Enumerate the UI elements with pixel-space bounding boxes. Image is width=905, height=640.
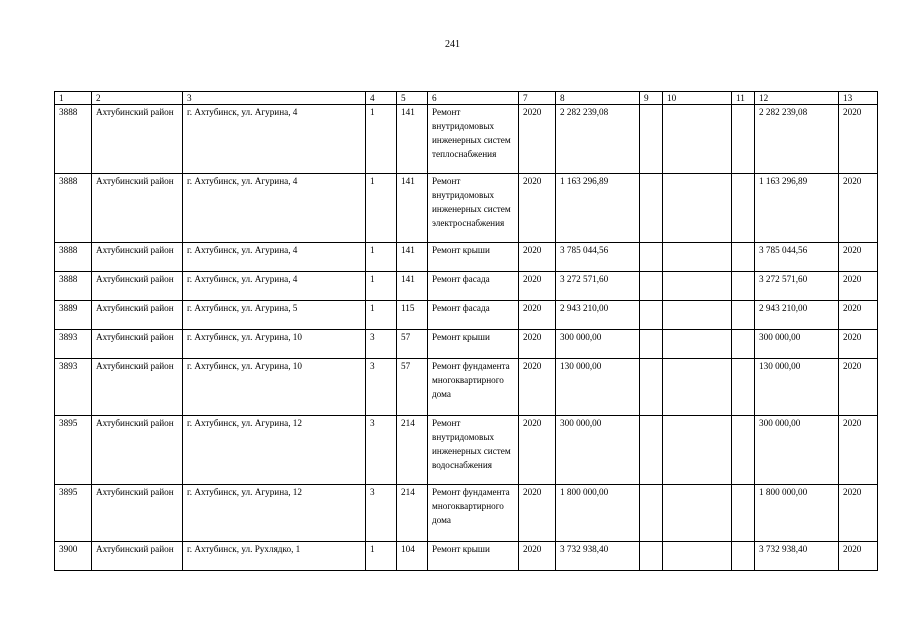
- col11-cell: [732, 105, 755, 174]
- col5-cell: 57: [397, 330, 428, 359]
- col5-cell: 214: [397, 416, 428, 485]
- total-cost-cell: 1 800 000,00: [755, 485, 839, 542]
- total-cost-cell: 2 943 210,00: [755, 301, 839, 330]
- completion-year-cell: 2020: [839, 174, 878, 243]
- col4-cell: 3: [366, 359, 397, 416]
- completion-year-cell: 2020: [839, 416, 878, 485]
- col11-cell: [732, 330, 755, 359]
- cost-cell: 300 000,00: [556, 416, 640, 485]
- col5-cell: 141: [397, 243, 428, 272]
- total-cost-cell: 1 163 296,89: [755, 174, 839, 243]
- completion-year-cell: 2020: [839, 105, 878, 174]
- year-cell: 2020: [519, 301, 556, 330]
- col5-cell: 141: [397, 105, 428, 174]
- col9-cell: [640, 330, 663, 359]
- col9-cell: [640, 416, 663, 485]
- cost-cell: 3 732 938,40: [556, 542, 640, 571]
- total-cost-cell: 3 785 044,56: [755, 243, 839, 272]
- year-cell: 2020: [519, 105, 556, 174]
- completion-year-cell: 2020: [839, 542, 878, 571]
- col5-cell: 214: [397, 485, 428, 542]
- col10-cell: [663, 359, 732, 416]
- table-row: [55, 105, 878, 174]
- col10-cell: [663, 542, 732, 571]
- table-row: [55, 243, 878, 272]
- completion-year-cell: 2020: [839, 272, 878, 301]
- col-header: 13: [839, 92, 878, 105]
- cost-cell: 130 000,00: [556, 359, 640, 416]
- col9-cell: [640, 272, 663, 301]
- row-number-cell: 3888: [55, 243, 92, 272]
- row-number-cell: 3895: [55, 485, 92, 542]
- col4-cell: 1: [366, 243, 397, 272]
- col11-cell: [732, 542, 755, 571]
- work-type-cell: Ремонт крыши: [428, 330, 519, 359]
- col11-cell: [732, 416, 755, 485]
- row-number-cell: 3895: [55, 416, 92, 485]
- col11-cell: [732, 272, 755, 301]
- col-header: 10: [663, 92, 732, 105]
- district-cell: Ахтубинский район: [92, 330, 183, 359]
- col4-cell: 1: [366, 272, 397, 301]
- total-cost-cell: 300 000,00: [755, 416, 839, 485]
- col9-cell: [640, 485, 663, 542]
- address-cell: г. Ахтубинск, ул. Агурина, 10: [183, 330, 366, 359]
- work-type-cell: Ремонт фасада: [428, 272, 519, 301]
- col10-cell: [663, 330, 732, 359]
- col11-cell: [732, 301, 755, 330]
- total-cost-cell: 3 272 571,60: [755, 272, 839, 301]
- cost-cell: 2 282 239,08: [556, 105, 640, 174]
- cost-cell: 3 272 571,60: [556, 272, 640, 301]
- completion-year-cell: 2020: [839, 301, 878, 330]
- table-row: [55, 301, 878, 330]
- completion-year-cell: 2020: [839, 330, 878, 359]
- col4-cell: 3: [366, 485, 397, 542]
- table-row: [55, 416, 878, 485]
- district-cell: Ахтубинский район: [92, 272, 183, 301]
- cost-cell: 1 163 296,89: [556, 174, 640, 243]
- col11-cell: [732, 485, 755, 542]
- total-cost-cell: 3 732 938,40: [755, 542, 839, 571]
- year-cell: 2020: [519, 542, 556, 571]
- work-type-cell: Ремонт внутридомовых инженерных систем водоснабжения: [428, 416, 519, 485]
- cost-cell: 300 000,00: [556, 330, 640, 359]
- col-header: 11: [732, 92, 755, 105]
- district-cell: Ахтубинский район: [92, 485, 183, 542]
- col10-cell: [663, 416, 732, 485]
- cost-cell: 1 800 000,00: [556, 485, 640, 542]
- year-cell: 2020: [519, 485, 556, 542]
- table-row: [55, 330, 878, 359]
- col5-cell: 141: [397, 272, 428, 301]
- col11-cell: [732, 174, 755, 243]
- work-type-cell: Ремонт внутридомовых инженерных систем электроснабжения: [428, 174, 519, 243]
- year-cell: 2020: [519, 272, 556, 301]
- col4-cell: 1: [366, 174, 397, 243]
- table-row: [55, 485, 878, 542]
- col11-cell: [732, 243, 755, 272]
- address-cell: г. Ахтубинск, ул. Агурина, 4: [183, 174, 366, 243]
- work-type-cell: Ремонт фасада: [428, 301, 519, 330]
- col10-cell: [663, 243, 732, 272]
- col9-cell: [640, 359, 663, 416]
- col9-cell: [640, 243, 663, 272]
- col4-cell: 1: [366, 542, 397, 571]
- col-header: 8: [556, 92, 640, 105]
- year-cell: 2020: [519, 359, 556, 416]
- district-cell: Ахтубинский район: [92, 174, 183, 243]
- capital-repair-table: [54, 91, 878, 571]
- cost-cell: 3 785 044,56: [556, 243, 640, 272]
- table-row: [55, 359, 878, 416]
- district-cell: Ахтубинский район: [92, 359, 183, 416]
- total-cost-cell: 2 282 239,08: [755, 105, 839, 174]
- cost-cell: 2 943 210,00: [556, 301, 640, 330]
- col-header: 12: [755, 92, 839, 105]
- col9-cell: [640, 105, 663, 174]
- col4-cell: 1: [366, 301, 397, 330]
- col10-cell: [663, 485, 732, 542]
- col-header: 3: [183, 92, 366, 105]
- col4-cell: 3: [366, 416, 397, 485]
- completion-year-cell: 2020: [839, 243, 878, 272]
- col-header: 1: [55, 92, 92, 105]
- col4-cell: 3: [366, 330, 397, 359]
- year-cell: 2020: [519, 174, 556, 243]
- district-cell: Ахтубинский район: [92, 105, 183, 174]
- col-header: 4: [366, 92, 397, 105]
- work-type-cell: Ремонт внутридомовых инженерных систем теплоснабжения: [428, 105, 519, 174]
- col10-cell: [663, 105, 732, 174]
- year-cell: 2020: [519, 416, 556, 485]
- page-number: 241: [445, 39, 460, 50]
- col10-cell: [663, 174, 732, 243]
- address-cell: г. Ахтубинск, ул. Агурина, 12: [183, 416, 366, 485]
- work-type-cell: Ремонт крыши: [428, 542, 519, 571]
- col9-cell: [640, 174, 663, 243]
- completion-year-cell: 2020: [839, 359, 878, 416]
- table-row: [55, 272, 878, 301]
- col-header: 7: [519, 92, 556, 105]
- year-cell: 2020: [519, 330, 556, 359]
- col-header: 9: [640, 92, 663, 105]
- work-type-cell: Ремонт фундамента многоквартирного дома: [428, 485, 519, 542]
- row-number-cell: 3900: [55, 542, 92, 571]
- work-type-cell: Ремонт крыши: [428, 243, 519, 272]
- address-cell: г. Ахтубинск, ул. Агурина, 10: [183, 359, 366, 416]
- col10-cell: [663, 272, 732, 301]
- year-cell: 2020: [519, 243, 556, 272]
- row-number-cell: 3889: [55, 301, 92, 330]
- col5-cell: 57: [397, 359, 428, 416]
- header-row: [55, 92, 878, 105]
- district-cell: Ахтубинский район: [92, 243, 183, 272]
- col-header: 2: [92, 92, 183, 105]
- row-number-cell: 3893: [55, 359, 92, 416]
- address-cell: г. Ахтубинск, ул. Агурина, 4: [183, 243, 366, 272]
- col10-cell: [663, 301, 732, 330]
- total-cost-cell: 300 000,00: [755, 330, 839, 359]
- col11-cell: [732, 359, 755, 416]
- address-cell: г. Ахтубинск, ул. Агурина, 4: [183, 272, 366, 301]
- district-cell: Ахтубинский район: [92, 301, 183, 330]
- col-header: 5: [397, 92, 428, 105]
- row-number-cell: 3888: [55, 174, 92, 243]
- table-row: [55, 542, 878, 571]
- address-cell: г. Ахтубинск, ул. Агурина, 4: [183, 105, 366, 174]
- col4-cell: 1: [366, 105, 397, 174]
- col5-cell: 115: [397, 301, 428, 330]
- col5-cell: 141: [397, 174, 428, 243]
- total-cost-cell: 130 000,00: [755, 359, 839, 416]
- col-header: 6: [428, 92, 519, 105]
- address-cell: г. Ахтубинск, ул. Агурина, 12: [183, 485, 366, 542]
- address-cell: г. Ахтубинск, ул. Рухлядко, 1: [183, 542, 366, 571]
- row-number-cell: 3888: [55, 272, 92, 301]
- col9-cell: [640, 542, 663, 571]
- district-cell: Ахтубинский район: [92, 542, 183, 571]
- col5-cell: 104: [397, 542, 428, 571]
- table-row: [55, 174, 878, 243]
- district-cell: Ахтубинский район: [92, 416, 183, 485]
- work-type-cell: Ремонт фундамента многоквартирного дома: [428, 359, 519, 416]
- row-number-cell: 3888: [55, 105, 92, 174]
- completion-year-cell: 2020: [839, 485, 878, 542]
- row-number-cell: 3893: [55, 330, 92, 359]
- col9-cell: [640, 301, 663, 330]
- address-cell: г. Ахтубинск, ул. Агурина, 5: [183, 301, 366, 330]
